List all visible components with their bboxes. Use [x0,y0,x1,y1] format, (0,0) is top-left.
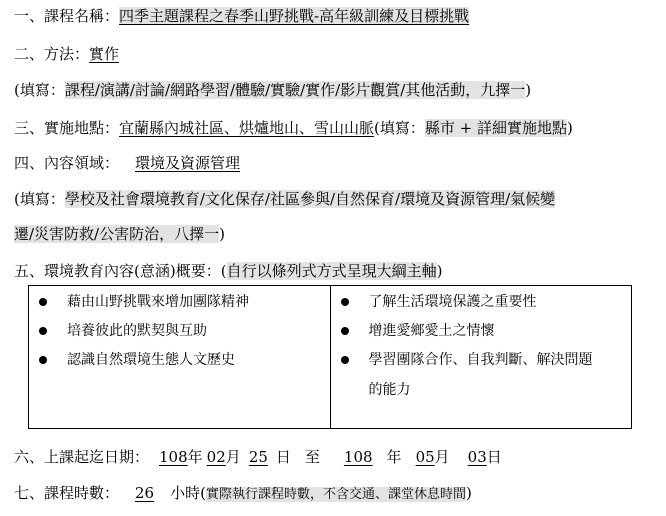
bullet-icon [341,356,349,364]
summary-note-value: 自行以條列式方式呈現大綱主軸 [226,262,437,280]
list-item-text: 認識自然環境生態人文歷史 [67,352,235,368]
location-label: 三、實施地點： [14,119,120,137]
start-month: 02 [206,448,226,466]
bullet-icon [39,356,47,364]
summary-row [14,261,442,281]
domain-row [14,153,262,173]
dates-label: 六、上課起迄日期： [14,448,150,466]
start-day: 25 [248,448,268,466]
hours-note-close: ) [466,484,472,502]
unit-year: 年 [386,448,402,466]
location-note-value: 縣市 + 詳細實施地點 [424,119,567,137]
list-item-text: 培養彼此的默契與互助 [67,323,207,339]
domain-note-close: ) [219,225,225,243]
dates-row [14,447,502,467]
location-value: 宜蘭縣內城社區、烘爐地山、雪山山脈 [119,119,375,137]
bullet-icon [341,298,349,306]
method-label: 二、方法： [14,45,90,63]
summary-note-open: ( [220,262,227,280]
bullet-icon [39,327,47,335]
summary-label: 五、環境教育內容(意涵)概要： [14,262,221,280]
list-item-text: 增進愛鄉愛土之情懷 [368,323,495,339]
list-item-text: 學習團隊合作、自我判斷、解決問題 [368,352,593,368]
course-name-row [14,6,469,26]
hours-row [14,483,472,505]
end-month: 05 [415,448,435,466]
hours-note-value: 實際執行課程時數，不含交通、課堂休息時間 [205,487,466,502]
method-note-row [14,80,531,100]
location-row [14,118,573,138]
domain-note-value-2: 遷/災害防救/公害防治，八擇一 [14,225,220,243]
summary-note-close: ) [436,262,443,280]
location-note-open: (填寫： [374,119,425,137]
domain-value: 環境及資源管理 [135,154,241,172]
end-day: 03 [467,448,487,466]
method-note-close: ) [525,81,532,99]
unit-day: 日 [275,448,291,466]
unit-year: 年 [187,448,203,466]
list-item [29,321,330,341]
list-item [331,321,632,341]
hours-note-open: ( [200,484,206,502]
hours-value: 26 [135,484,155,502]
list-item-text: 藉由山野挑戰來增加團隊精神 [67,294,249,310]
hours-unit: 小時 [170,484,201,502]
bullet-icon [341,327,349,335]
method-value: 實作 [89,45,120,63]
list-item [29,350,330,370]
start-year: 108 [159,448,188,466]
outline-left-column [29,286,331,429]
unit-month: 月 [225,448,241,466]
unit-day: 日 [486,448,502,466]
bullet-icon [39,298,47,306]
list-item-text-continued: 的能力 [368,382,411,398]
location-note-close: ) [567,119,573,137]
outline-right-column [330,286,632,429]
method-note-value: 課程/演講/討論/網路學習/體驗/實驗/實作/影片觀賞/其他活動，九擇一 [64,81,526,99]
method-note-open: (填寫： [14,81,65,99]
domain-label: 四、內容領域： [14,154,120,172]
domain-note-row-1 [14,189,555,209]
outline-table [28,285,632,429]
list-item-text: 了解生活環境保護之重要性 [368,294,537,310]
list-item [331,292,632,312]
domain-value-wrap [119,154,262,172]
list-item [29,292,330,312]
domain-note-value-1: 學校及社會環境教育/文化保存/社區參與/自然保育/環境及資源管理/氣候變 [64,190,556,208]
unit-month: 月 [434,448,450,466]
domain-note-open: (填寫： [14,190,65,208]
list-item [331,350,632,400]
hours-label: 七、課程時數： [14,484,120,502]
domain-note-row-2 [14,224,225,244]
to-label: 至 [304,448,320,466]
course-name-value: 四季主題課程之春季山野挑戰-高年級訓練及目標挑戰 [119,7,470,25]
course-name-label: 一、課程名稱： [14,7,120,25]
end-year: 108 [343,448,373,466]
method-row [14,44,119,64]
